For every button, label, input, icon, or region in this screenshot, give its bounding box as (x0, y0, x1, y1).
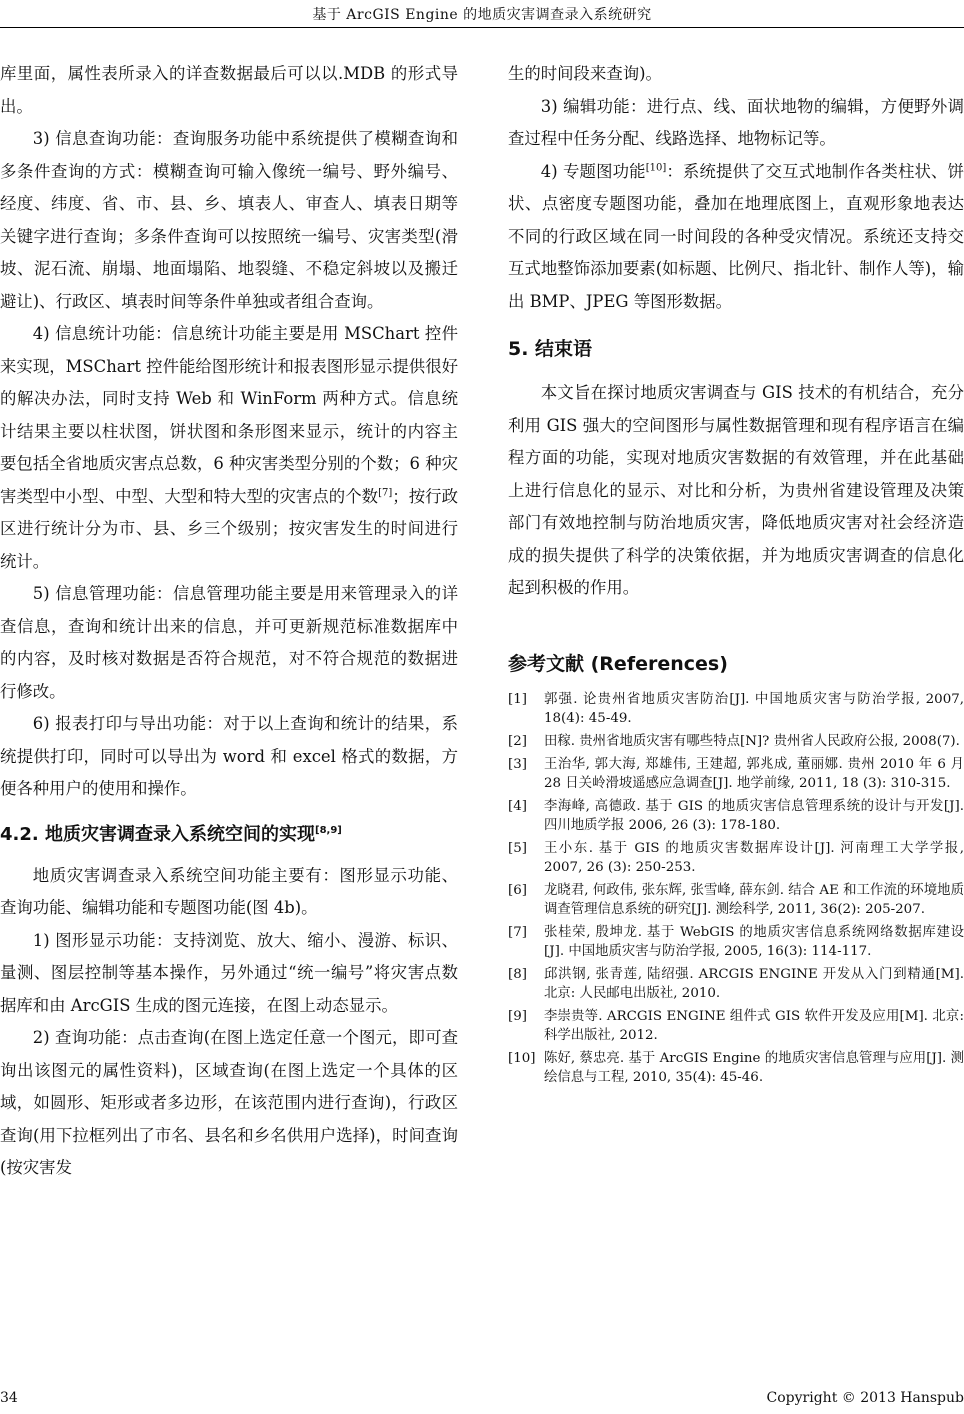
reference-item (508, 690, 964, 728)
paragraph-text: 4) 信息统计功能：信息统计功能主要是用 MSChart 控件来实现，MSChart 控件能给图形统计和报表图形显示提供很好的解决办法，同时支持 Web 和 WinForm 两种方式。信息统计结果主要以柱状图，饼状图和条形图来显示，统计的内容主要包括全省地质灾害点总数，6 种灾害类型分别的个数；6 种灾害类型中小型、中型、大型和特大型的灾害点的个数 (0, 324, 458, 506)
paragraph (508, 156, 964, 319)
reference-number: [4] (508, 798, 527, 814)
running-header: 基于 ArcGIS Engine 的地质灾害调查录入系统研究 (312, 7, 652, 23)
section-heading: 5. 结束语 (508, 338, 593, 360)
reference-number: [1] (508, 691, 527, 707)
reference-number: [3] (508, 756, 527, 772)
reference-text: 郭强. 论贵州省地质灾害防治[J]. 中国地质灾害与防治学报, 2007, 18(4): 45-49. (544, 691, 964, 726)
reference-item (508, 965, 964, 1003)
paragraph: 3) 编辑功能：进行点、线、面状地物的编辑，方便野外调查过程中任务分配、线路选择、地物标记等。 (508, 96, 964, 148)
right-column (508, 58, 964, 1091)
paragraph: 1) 图形显示功能：支持浏览、放大、缩小、漫游、标识、量测、图层控制等基本操作，另外通过“统一编号”将灾害点数据库和由 ArcGIS 生成的图元连接，在图上动态显示。 (0, 930, 458, 1015)
reference-number: [2] (508, 733, 527, 749)
paragraph-text: ：系统提供了交互式地制作各类柱状、饼状、点密度专题图功能，叠加在地理底图上，直观形象地表达不同的行政区域在同一时间段的各种受灾情况。系统还支持交互式地整饰添加要素(如标题、比例尺、指北针、制作人等)，输出 BMP、JPEG 等图形数据。 (508, 161, 964, 311)
paragraph: 库里面，属性表所录入的详查数据最后可以以.MDB 的形式导出。 (0, 64, 458, 116)
copyright: Copyright © 2013 Hanspub (766, 1390, 964, 1406)
reference-text: 陈好, 蔡忠亮. 基于 ArcGIS Engine 的地质灾害信息管理与应用[J]. 测绘信息与工程, 2010, 35(4): 45-46. (544, 1050, 964, 1085)
page-number: 34 (0, 1390, 18, 1406)
paragraph-text: 4) 专题图功能 (540, 161, 646, 181)
reference-item (508, 839, 964, 877)
reference-number: [6] (508, 882, 527, 898)
citation: [10] (645, 162, 667, 174)
references-heading: 参考文献 (References) (508, 652, 728, 675)
paragraph: 2) 查询功能：点击查询(在图上选定任意一个图元，即可查询出该图元的属性资料)，区域查询(在图上选定一个具体的区域，如圆形、矩形或者多边形，在该范围内进行查询)，行政区查询(用下拉框列出了市名、县名和乡名供用户选择)，时间查询(按灾害发 (0, 1028, 458, 1177)
reference-text: 王治华, 郭大海, 郑雄伟, 王建超, 郭兆成, 董丽娜. 贵州 2010 年 6 月 28 日关岭滑坡遥感应急调查[J]. 地学前缘, 2011, 18 (3): 310-315. (544, 756, 964, 791)
paragraph (0, 318, 458, 578)
citation: [7] (378, 487, 393, 499)
reference-number: [10] (508, 1050, 536, 1066)
reference-item (508, 1007, 964, 1045)
section-heading (0, 820, 458, 846)
reference-text: 王小东. 基于 GIS 的地质灾害数据库设计[J]. 河南理工大学学报, 2007, 26 (3): 250-253. (544, 840, 964, 875)
reference-item (508, 755, 964, 793)
reference-number: [9] (508, 1008, 527, 1024)
paragraph: 3) 信息查询功能：查询服务功能中系统提供了模糊查询和多条件查询的方式：模糊查询可输入像统一编号、野外编号、经度、纬度、省、市、县、乡、填表人、审查人、填表日期等关键字进行查询；多条件查询可以按照统一编号、灾害类型(滑坡、泥石流、崩塌、地面塌陷、地裂缝、不稳定斜坡以及搬迁避让)、行政区、填表时间等条件单独或者组合查询。 (0, 129, 458, 311)
paragraph: 5) 信息管理功能：信息管理功能主要是用来管理录入的详查信息，查询和统计出来的信息，并可更新规范标准数据库中的内容，及时核对数据是否符合规范，对不符合规范的数据进行修改。 (0, 584, 458, 701)
reference-text: 李崇贵等. ARCGIS ENGINE 组件式 GIS 软件开发及应用[M]. 北京: 科学出版社, 2012. (544, 1008, 964, 1043)
reference-text: 田稼. 贵州省地质灾害有哪些特点[N]? 贵州省人民政府公报, 2008(7). (544, 733, 960, 749)
paragraph: 本文旨在探讨地质灾害调查与 GIS 技术的有机结合，充分利用 GIS 强大的空间图形与属性数据管理和现有程序语言在编程方面的功能，实现对地质灾害数据的有效管理，并在此基础上进行信息化的显示、对比和分析，为贵州省建设管理及决策部门有效地控制与防治地质灾害，降低地质灾害对社会经济造成的损失提供了科学的决策依据，并为地质灾害调查的信息化起到积极的作用。 (508, 383, 964, 597)
reference-text: 李海峰, 高德政. 基于 GIS 的地质灾害信息管理系统的设计与开发[J]. 四川地质学报 2006, 26 (3): 178-180. (544, 798, 964, 833)
header-rule (0, 27, 964, 28)
paragraph: 地质灾害调查录入系统空间功能主要有：图形显示功能、查询功能、编辑功能和专题图功能(图 4b)。 (0, 865, 458, 917)
paragraph: 生的时间段来查询)。 (508, 64, 662, 83)
citation: [8,9] (315, 824, 342, 836)
reference-item (508, 1049, 964, 1087)
paragraph: 6) 报表打印与导出功能：对于以上查询和统计的结果，系统提供打印，同时可以导出为 word 和 excel 格式的数据，方便各种用户的使用和操作。 (0, 714, 458, 798)
paragraph-text: ；按行政区进行统计分为市、县、乡三个级别；按灾害发生的时间进行统计。 (0, 486, 459, 571)
reference-number: [7] (508, 924, 527, 940)
reference-number: [8] (508, 966, 527, 982)
reference-item (508, 732, 964, 751)
reference-item (508, 881, 964, 919)
references-list (508, 690, 964, 1087)
left-column (0, 58, 458, 1185)
reference-text: 龙晓君, 何政伟, 张东辉, 张雪峰, 薛东剑. 结合 AE 和工作流的环境地质调查管理信息系统的研究[J]. 测绘科学, 2011, 36(2): 205-207. (544, 882, 964, 917)
reference-item (508, 923, 964, 961)
section-heading-text: 4.2. 地质灾害调查录入系统空间的实现 (0, 823, 315, 845)
reference-number: [5] (508, 840, 527, 856)
reference-text: 邱洪钢, 张青莲, 陆绍强. ARCGIS ENGINE 开发从入门到精通[M]. 北京: 人民邮电出版社, 2010. (544, 966, 964, 1001)
reference-text: 张桂荣, 殷坤龙. 基于 WebGIS 的地质灾害信息系统网络数据库建设[J]. 中国地质灾害与防治学报, 2005, 16(3): 114-117. (544, 924, 964, 959)
reference-item (508, 797, 964, 835)
